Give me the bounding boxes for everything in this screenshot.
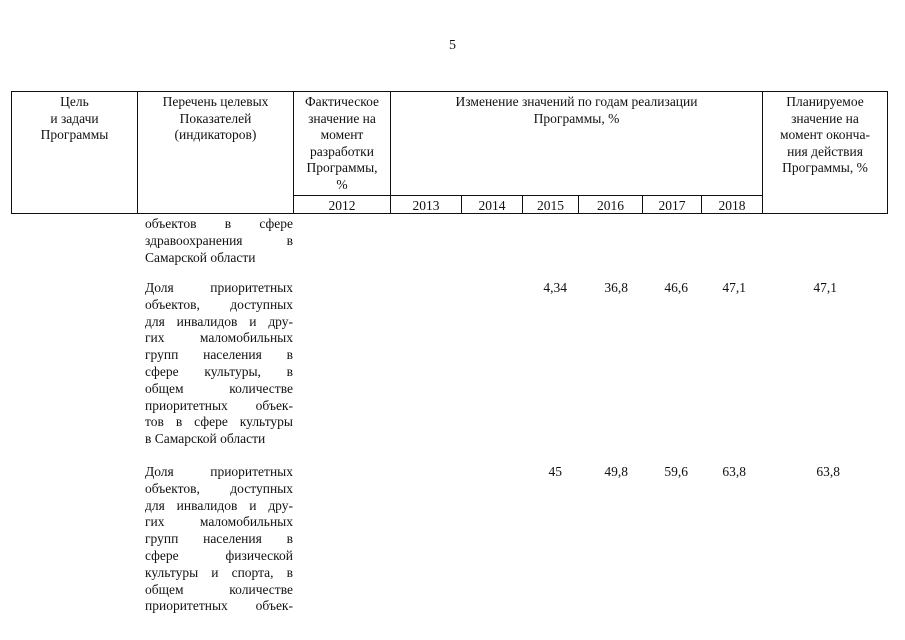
header-goal	[12, 94, 137, 144]
description-line: приоритетных объек-	[145, 598, 293, 614]
year-actual-label: 2012	[328, 198, 356, 213]
description-line: общем количестве	[145, 380, 293, 396]
header-goal-line: и задачи	[50, 110, 99, 126]
description-line: гих маломобильных	[145, 514, 293, 530]
header-change-by-year	[391, 94, 762, 127]
header-planned-line: значение на	[791, 110, 859, 126]
header-planned-value	[763, 94, 887, 177]
header-indicators-line: Перечень целевых	[162, 94, 269, 109]
description-line: гих маломобильных	[145, 330, 293, 346]
header-goal-line: Цель	[60, 94, 89, 109]
description-line: для инвалидов и дру-	[145, 313, 293, 329]
year-label: 2014	[478, 198, 506, 213]
description-line: Доля приоритетных	[145, 280, 293, 295]
description-line: объектов в сфере	[145, 216, 293, 231]
indicator-description	[145, 216, 293, 266]
description-line: сфере культуры, в	[145, 363, 293, 379]
value-2015: 45	[548, 464, 562, 479]
year-label: 2013	[412, 198, 440, 213]
description-line: здравоохранения в	[145, 232, 293, 248]
page-number: 5	[449, 38, 456, 53]
description-line: сфере физической	[145, 547, 293, 563]
year-label: 2016	[597, 198, 624, 213]
header-actual-value	[294, 94, 390, 193]
header-planned-line: Планируемое	[786, 94, 864, 109]
description-line: культуры и спорта, в	[145, 564, 293, 580]
header-actual-line: Фактическое	[304, 94, 380, 109]
header-planned-line: момент оконча-	[780, 127, 870, 142]
year-label: 2015	[537, 198, 564, 213]
description-line: в Самарской области	[145, 431, 266, 447]
header-actual-line: %	[336, 176, 348, 192]
header-indicators-line: (индикаторов)	[174, 127, 257, 142]
year-label: 2018	[718, 198, 746, 213]
header-planned-line: ния действия	[787, 143, 863, 159]
header-actual-line: момент	[320, 127, 364, 142]
header-change-line: Программы, %	[533, 110, 620, 126]
value-2016: 49,8	[604, 464, 628, 479]
description-line: приоритетных объек-	[145, 397, 293, 413]
description-line: тов в сфере культуры	[145, 414, 293, 430]
description-line: Доля приоритетных	[145, 464, 293, 479]
description-line: Самарской области	[145, 249, 256, 265]
description-line: для инвалидов и дру-	[145, 497, 293, 513]
description-line: групп населения в	[145, 531, 293, 547]
header-col-line	[887, 91, 888, 214]
description-line: объектов, доступных	[145, 480, 293, 496]
header-actual-line: разработки	[310, 143, 374, 159]
description-line: групп населения в	[145, 347, 293, 363]
indicator-description	[145, 280, 293, 448]
header-top-border	[11, 91, 888, 92]
value-2015: 4,34	[543, 280, 567, 295]
value-2017: 46,6	[664, 280, 688, 295]
header-change-line: Изменение значений по годам реализации	[455, 94, 698, 109]
value-2018: 47,1	[722, 280, 746, 295]
value-2016: 36,8	[604, 280, 628, 295]
years-divider-line	[293, 195, 762, 196]
value-2017: 59,6	[664, 464, 688, 479]
indicator-description	[145, 464, 293, 615]
header-actual-line: Программы,	[306, 160, 378, 175]
description-line: общем количестве	[145, 581, 293, 597]
header-indicators-line: Показателей	[179, 110, 252, 126]
header-indicators	[138, 94, 293, 144]
year-label: 2017	[658, 198, 686, 213]
header-actual-line: значение на	[308, 110, 376, 126]
header-goal-line: Программы	[40, 127, 109, 142]
value-2018: 63,8	[722, 464, 746, 479]
description-line: объектов, доступных	[145, 296, 293, 312]
planned-value: 63,8	[816, 464, 840, 479]
header-planned-line: Программы, %	[782, 160, 868, 175]
planned-value: 47,1	[813, 280, 837, 295]
